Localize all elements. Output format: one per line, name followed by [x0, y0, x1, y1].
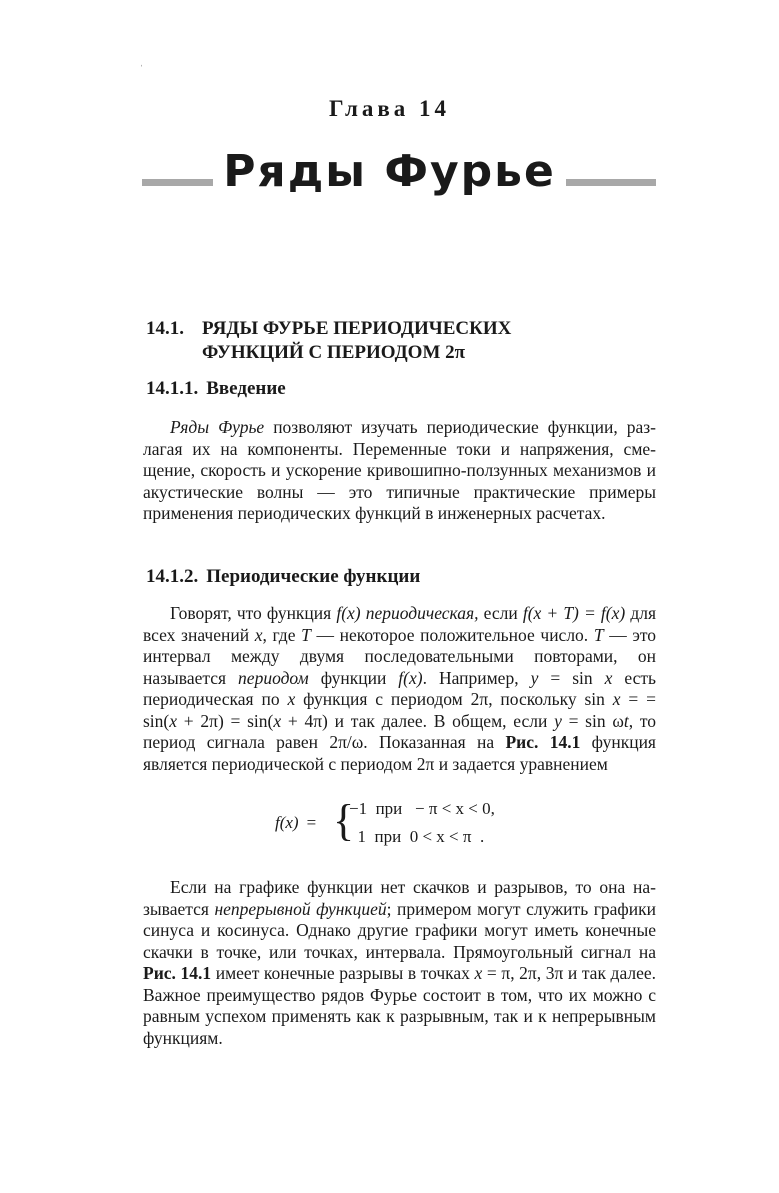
math: x: [612, 689, 621, 709]
text: = sin ω: [561, 710, 624, 731]
text: + 4π) и так далее. В общем, если: [281, 710, 555, 731]
page-mark: ˈ: [140, 64, 144, 75]
emphasis: периодическая,: [365, 603, 479, 623]
math: f(x): [398, 667, 423, 688]
formula-equals: =: [306, 813, 317, 832]
text: + 2π) = sin(: [177, 710, 274, 731]
math: x: [169, 710, 178, 731]
text: = π, 2π, 3π и так далее. Важное преимущество рядов Фурье состоит в том, что их можно с равным успехом применять как к разрывным, так и к непрерывным функциям.: [143, 963, 657, 1048]
section-heading: [146, 317, 666, 365]
text: . Например,: [422, 667, 531, 688]
chapter-label: Глава 14: [328, 96, 451, 121]
subsection-title: Введение: [206, 378, 286, 399]
section-title-line1: РЯДЫ ФУРЬЕ ПЕРИОДИЧЕСКИХ: [202, 318, 512, 339]
chapter-title-text: Ряды Фурье: [213, 146, 566, 197]
subsection-title: Периодические функции: [206, 566, 421, 587]
emphasis: непрерывной функцией: [214, 898, 387, 919]
figure-reference: Рис. 14.1: [143, 963, 212, 983]
subsection-number: 14.1.2.: [146, 566, 199, 587]
text: , то период сигнала равен 2π/ω. Показанная на: [143, 710, 657, 752]
text: = = sin(: [143, 689, 656, 731]
text: = sin: [538, 667, 605, 688]
text: функция с периодом 2π, поскольку sin: [295, 689, 613, 709]
emphasis: Ряды Фурье: [170, 417, 265, 437]
math: T: [593, 624, 604, 645]
math: x: [604, 667, 613, 688]
text: для всех значений: [143, 603, 656, 645]
text: Говорят, что функция: [170, 603, 337, 623]
continuity-paragraph: [143, 877, 656, 1049]
text: имеет конечные разрывы в точках: [211, 963, 475, 983]
formula-lhs: [275, 813, 316, 833]
math: t: [623, 710, 629, 731]
figure-reference: Рис. 14.1: [505, 732, 581, 752]
subsection-number: 14.1.1.: [146, 378, 199, 399]
math: x: [273, 710, 282, 731]
text: Если на графике функции нет скачков и разрывов, то она называется: [143, 877, 656, 919]
emphasis: периодом: [238, 667, 309, 688]
math: x: [287, 689, 296, 709]
formula-case-1: −1 при − π < x < 0,: [349, 799, 495, 818]
math: T: [301, 624, 311, 645]
text: — некоторое положительное число.: [310, 624, 594, 645]
formula-function: f(x): [275, 813, 299, 832]
piecewise-formula: [275, 795, 535, 855]
text: есть периодическая по: [143, 667, 656, 709]
chapter-title: [0, 146, 779, 197]
section-number: 14.1.: [146, 318, 184, 339]
periodic-paragraph: [143, 603, 656, 775]
section-title-line2: ФУНКЦИЙ С ПЕРИОДОМ 2π: [202, 342, 466, 363]
formula-brace: {: [333, 796, 355, 845]
math: x: [254, 624, 263, 645]
text: ; примером могут служить графики синуса и косинуса. Однако другие графики могут иметь конечные скачки в точке, или точках, интервала. Прямоугольный сигнал на: [143, 898, 656, 962]
math: y: [530, 667, 539, 688]
subsection-heading-periodic: [146, 566, 420, 588]
text: позволяют изучать периодические функции, разлагая их на компоненты. Переменные токи и напряжения, смещение, скорость и ускорение кривошипно-ползунных механизмов и акустические волны — это типичные практические примеры применения периодических функций в инженерных расчетах.: [143, 417, 656, 523]
math: x: [474, 963, 483, 983]
intro-paragraph: [143, 417, 656, 525]
text: функция является периодической с периодом 2π и задается уравнением: [143, 732, 656, 774]
text: функции: [308, 667, 399, 688]
text: , где: [262, 624, 302, 645]
formula-case-2: 1 при 0 < x < π .: [349, 827, 485, 846]
math: y: [554, 710, 562, 731]
text: — это интервал между двумя последовательными повторами, он называется: [143, 624, 657, 688]
math: f(x): [336, 603, 361, 623]
text: если: [478, 603, 523, 623]
math: f(x + T) = f(x): [522, 603, 626, 623]
subsection-heading-intro: [146, 378, 286, 400]
